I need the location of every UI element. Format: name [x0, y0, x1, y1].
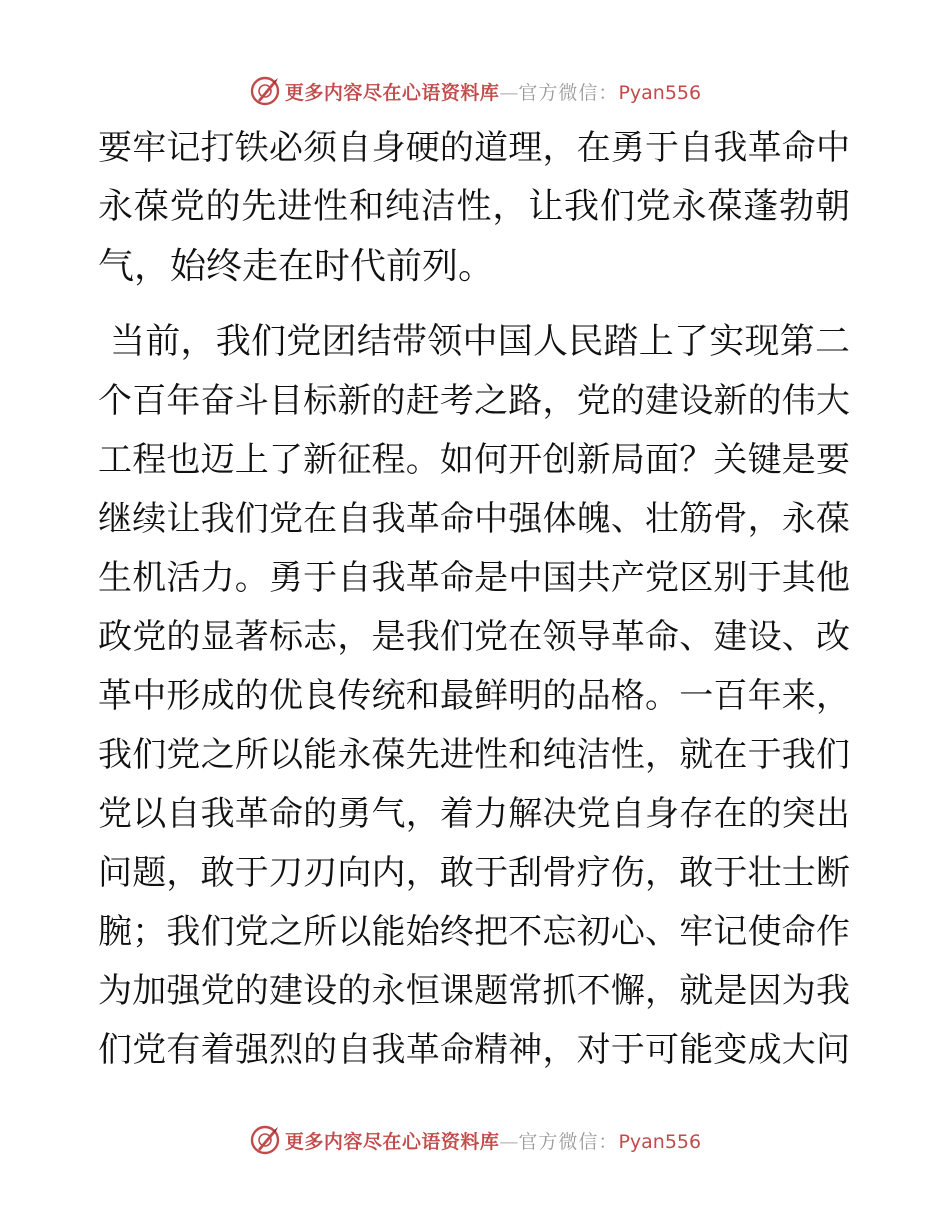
footer-dash: — — [499, 1130, 519, 1153]
text-line: 要牢记打铁必须自身硬的道理，在勇于自我革命中 — [98, 128, 850, 168]
text-line: 生机活力。勇于自我革命是中国共产党区别于其他 — [98, 558, 850, 598]
quill-logo-icon — [249, 75, 281, 107]
header-site-name: 更多内容尽在心语资料库 — [284, 81, 500, 104]
footer-text — [285, 1127, 701, 1154]
header-wechat-label: 官方微信： — [518, 81, 619, 104]
text-line: 为加强党的建设的永恒课题常抓不懈，就是因为我 — [98, 971, 850, 1011]
paragraph-1 — [98, 119, 850, 296]
paragraph-2 — [98, 313, 850, 1080]
header-dash: — — [499, 81, 519, 104]
text-line: 当前，我们党团结带领中国人民踏上了实现第二 — [110, 322, 850, 362]
text-line: 继续让我们党在自我革命中强体魄、壮筋骨，永葆 — [98, 499, 850, 539]
header-text — [285, 78, 701, 105]
text-line: 们党有着强烈的自我革命精神，对于可能变成大问 — [98, 1030, 850, 1070]
footer-site-name: 更多内容尽在心语资料库 — [284, 1130, 500, 1153]
quill-logo-icon — [249, 1124, 281, 1156]
footer-banner — [0, 1120, 950, 1160]
text-line: 个百年奋斗目标新的赶考之路，党的建设新的伟大 — [98, 381, 850, 421]
text-line: 腕；我们党之所以能始终把不忘初心、牢记使命作 — [98, 912, 850, 952]
document-body — [98, 119, 850, 1080]
text-line: 工程也迈上了新征程。如何开创新局面？关键是要 — [98, 440, 850, 480]
text-line: 党以自我革命的勇气，着力解决党自身存在的突出 — [98, 794, 850, 834]
footer-wechat-id: Pyan556 — [618, 1130, 702, 1153]
text-line: 永葆党的先进性和纯洁性，让我们党永葆蓬勃朝 — [98, 187, 850, 227]
text-line: 政党的显著标志，是我们党在领导革命、建设、改 — [98, 617, 850, 657]
header-banner — [0, 71, 950, 111]
text-line: 问题，敢于刀刃向内，敢于刮骨疗伤，敢于壮士断 — [98, 853, 850, 893]
header-wechat-id: Pyan556 — [618, 81, 702, 104]
footer-wechat-label: 官方微信： — [518, 1130, 619, 1153]
text-line: 革中形成的优良传统和最鲜明的品格。一百年来， — [98, 676, 850, 716]
text-line: 我们党之所以能永葆先进性和纯洁性，就在于我们 — [98, 735, 850, 775]
text-line: 气，始终走在时代前列。 — [98, 246, 495, 287]
